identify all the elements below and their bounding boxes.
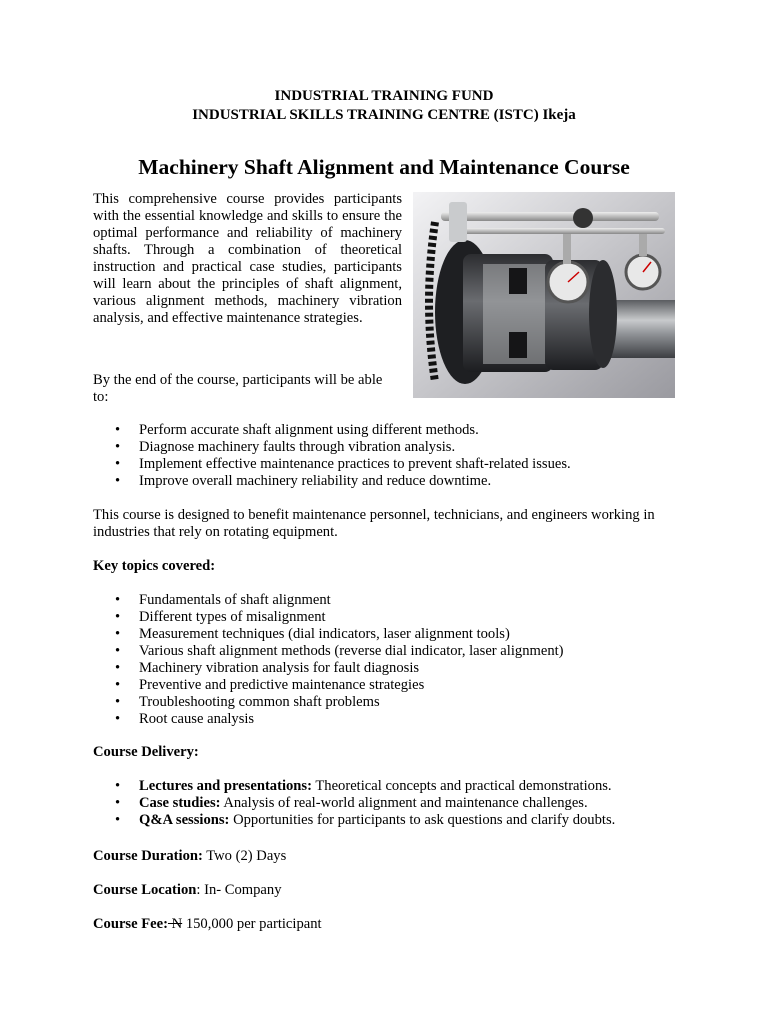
list-item: • Machinery vibration analysis for fault diagnosis xyxy=(93,660,733,677)
intro-paragraph: This comprehensive course provides participants with the essential knowledge and skills to ensure the optimal performance and reliability of machinery shafts. Through a combination of theoretical instruction and practical case studies, participants will learn about the principles of shaft alignment, various alignment methods, machinery vibration analysis, and effective maintenance strategies. xyxy=(93,191,402,326)
location-value: : In- Company xyxy=(196,882,282,898)
objectives-list xyxy=(93,422,733,490)
org-name: INDUSTRIAL TRAINING FUND xyxy=(274,88,494,104)
list-item: • Root cause analysis xyxy=(93,711,733,728)
location-label: Course Location xyxy=(93,882,197,898)
course-location xyxy=(93,882,693,899)
centre-name: INDUSTRIAL SKILLS TRAINING CENTRE (ISTC) Ikeja xyxy=(192,107,576,123)
course-duration xyxy=(93,848,693,865)
list-item xyxy=(93,795,733,812)
shaft-alignment-photo xyxy=(413,192,675,398)
list-item xyxy=(93,812,733,829)
delivery-heading: Course Delivery: xyxy=(93,744,199,760)
objectives-lead: By the end of the course, participants will be able to: xyxy=(93,372,383,405)
course-title: Machinery Shaft Alignment and Maintenance Course xyxy=(138,155,630,179)
duration-label: Course Duration: xyxy=(93,848,203,864)
list-item: • Fundamentals of shaft alignment xyxy=(93,592,733,609)
item-text: Analysis of real-world alignment and maintenance challenges. xyxy=(220,795,588,811)
audience-paragraph: This course is designed to benefit maintenance personnel, technicians, and engineers working in industries that rely on rotating equipment. xyxy=(93,507,655,540)
list-item: • Preventive and predictive maintenance strategies xyxy=(93,677,733,694)
item-label: Lectures and presentations: xyxy=(139,778,312,794)
list-item xyxy=(93,778,733,795)
duration-value: Two (2) Days xyxy=(202,848,287,864)
list-item: • Various shaft alignment methods (reverse dial indicator, laser alignment) xyxy=(93,643,733,660)
course-fee xyxy=(93,916,693,933)
list-item: • Troubleshooting common shaft problems xyxy=(93,694,733,711)
fee-value: 150,000 per participant xyxy=(182,916,322,932)
fee-label: Course Fee: xyxy=(93,916,168,932)
item-text: Theoretical concepts and practical demonstrations. xyxy=(311,778,612,794)
list-item: • Perform accurate shaft alignment using different methods. xyxy=(93,422,733,439)
list-item: • Different types of misalignment xyxy=(93,609,733,626)
topics-list xyxy=(93,592,733,728)
item-label: Case studies: xyxy=(139,795,221,811)
list-item: • Measurement techniques (dial indicators, laser alignment tools) xyxy=(93,626,733,643)
list-item: • Implement effective maintenance practices to prevent shaft-related issues. xyxy=(93,456,733,473)
item-text: Opportunities for participants to ask questions and clarify doubts. xyxy=(229,812,616,828)
delivery-list xyxy=(93,778,733,829)
topics-heading: Key topics covered: xyxy=(93,558,216,574)
item-label: Q&A sessions: xyxy=(139,812,230,828)
list-item: • Improve overall machinery reliability and reduce downtime. xyxy=(93,473,733,490)
naira-symbol: N xyxy=(167,916,183,932)
list-item: • Diagnose machinery faults through vibration analysis. xyxy=(93,439,733,456)
